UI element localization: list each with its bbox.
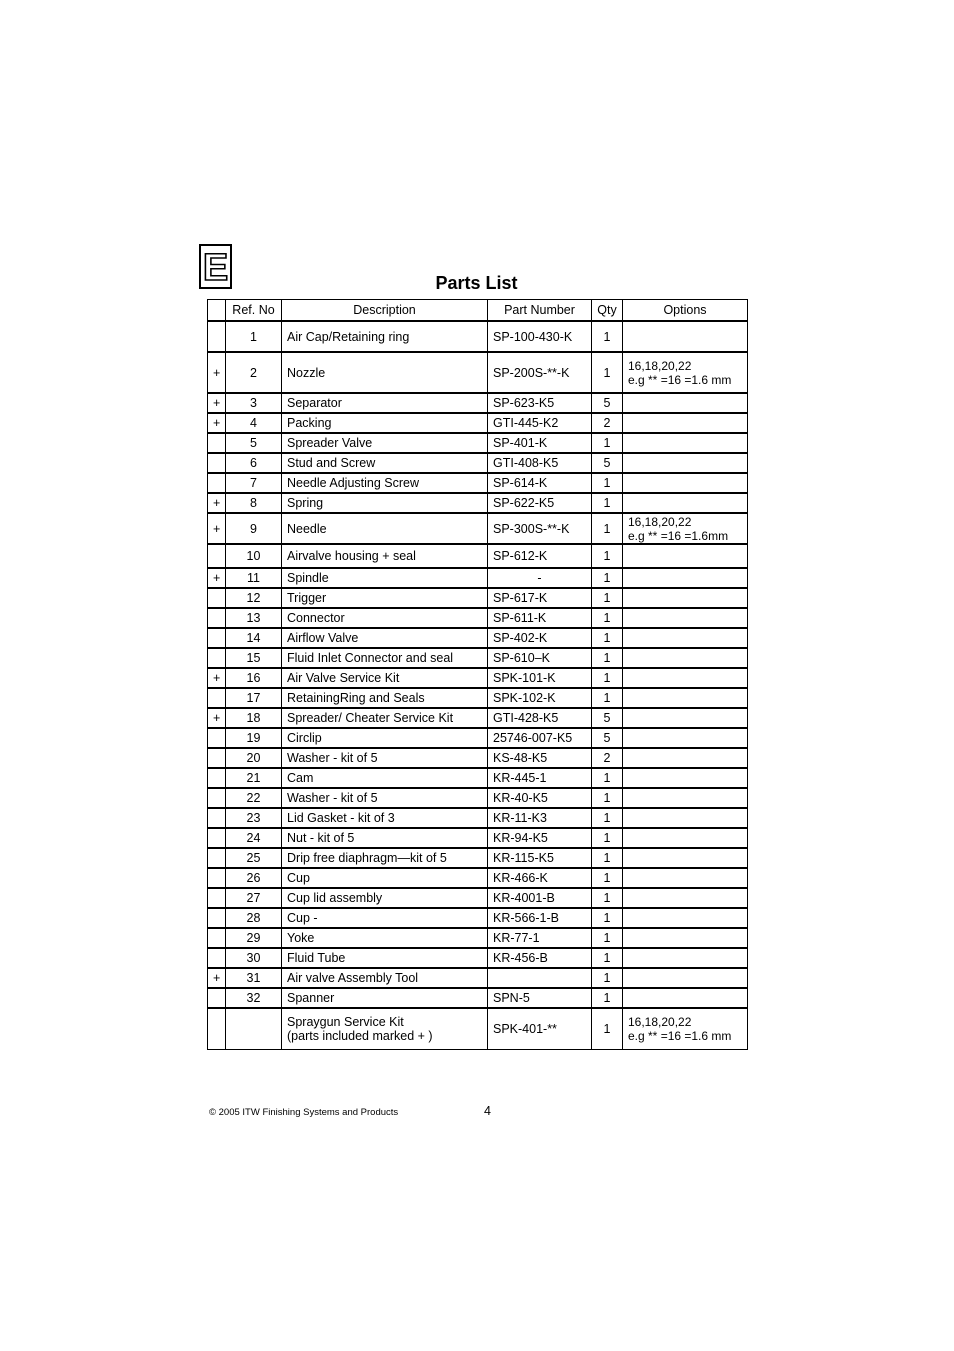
row-ref-no: 19 [226, 728, 282, 748]
row-qty: 1 [592, 568, 623, 588]
column-header-ref: Ref. No [226, 300, 282, 322]
copyright-notice: © 2005 ITW Finishing Systems and Products [209, 1107, 399, 1118]
row-mark [208, 908, 226, 928]
row-mark: + [208, 352, 226, 393]
row-options [623, 321, 748, 352]
row-ref-no: 17 [226, 688, 282, 708]
row-description: Cup lid assembly [282, 888, 488, 908]
table-row [208, 988, 748, 1008]
row-ref-no: 29 [226, 928, 282, 948]
row-ref-no: 31 [226, 968, 282, 988]
row-ref-no: 14 [226, 628, 282, 648]
row-part-number: SP-200S-**-K [488, 352, 592, 393]
row-options [623, 748, 748, 768]
table-row [208, 928, 748, 948]
row-part-number: SP-623-K5 [488, 393, 592, 413]
row-description: Spreader/ Cheater Service Kit [282, 708, 488, 728]
row-part-number: SPK-401-** [488, 1008, 592, 1049]
row-description: Fluid Tube [282, 948, 488, 968]
row-ref-no: 10 [226, 544, 282, 568]
row-ref-no: 15 [226, 648, 282, 668]
row-part-number: SP-611-K [488, 608, 592, 628]
row-qty: 1 [592, 868, 623, 888]
row-description: Yoke [282, 928, 488, 948]
row-qty: 1 [592, 908, 623, 928]
table-row [208, 848, 748, 868]
row-mark: + [208, 493, 226, 513]
row-ref-no: 22 [226, 788, 282, 808]
row-qty: 1 [592, 848, 623, 868]
row-part-number: SPK-102-K [488, 688, 592, 708]
row-description: Nozzle [282, 352, 488, 393]
row-ref-no: 8 [226, 493, 282, 513]
row-description: Air Valve Service Kit [282, 668, 488, 688]
row-qty: 5 [592, 708, 623, 728]
row-options [623, 493, 748, 513]
row-options [623, 708, 748, 728]
row-qty: 1 [592, 788, 623, 808]
row-description: Trigger [282, 588, 488, 608]
row-options [623, 568, 748, 588]
row-qty: 1 [592, 473, 623, 493]
row-description: Washer - kit of 5 [282, 748, 488, 768]
table-row [208, 728, 748, 748]
row-description: Air valve Assembly Tool [282, 968, 488, 988]
options-line: e.g ** =16 =1.6mm [628, 528, 729, 543]
table-row [208, 413, 748, 433]
row-mark: + [208, 513, 226, 544]
row-options [623, 728, 748, 748]
row-qty: 1 [592, 888, 623, 908]
table-row [208, 968, 748, 988]
table-row [208, 352, 748, 393]
row-mark: + [208, 413, 226, 433]
table-row [208, 568, 748, 588]
table-row [208, 888, 748, 908]
row-options [623, 688, 748, 708]
row-part-number: KR-115-K5 [488, 848, 592, 868]
row-mark: + [208, 708, 226, 728]
row-ref-no: 28 [226, 908, 282, 928]
row-qty: 1 [592, 808, 623, 828]
row-qty: 1 [592, 352, 623, 393]
row-qty: 1 [592, 588, 623, 608]
row-description: Spreader Valve [282, 433, 488, 453]
row-qty: 2 [592, 413, 623, 433]
row-qty: 1 [592, 608, 623, 628]
table-row [208, 668, 748, 688]
row-description: Spindle [282, 568, 488, 588]
row-mark [208, 928, 226, 948]
row-options [623, 948, 748, 968]
table-row [208, 768, 748, 788]
row-options [623, 453, 748, 473]
row-description: Airvalve housing + seal [282, 544, 488, 568]
row-ref-no: 12 [226, 588, 282, 608]
row-options [623, 513, 748, 544]
table-row [208, 948, 748, 968]
row-mark [208, 453, 226, 473]
row-part-number: KR-466-K [488, 868, 592, 888]
row-part-number: KS-48-K5 [488, 748, 592, 768]
parts-table-body [208, 321, 748, 1049]
row-qty: 1 [592, 513, 623, 544]
row-mark: + [208, 568, 226, 588]
table-row [208, 588, 748, 608]
row-mark: + [208, 668, 226, 688]
row-description: Cup - [282, 908, 488, 928]
row-mark [208, 828, 226, 848]
row-mark [208, 748, 226, 768]
row-qty: 1 [592, 493, 623, 513]
row-part-number: SP-610–K [488, 648, 592, 668]
row-part-number: SP-614-K [488, 473, 592, 493]
row-mark [208, 688, 226, 708]
row-ref-no: 9 [226, 513, 282, 544]
table-row [208, 608, 748, 628]
row-part-number: SP-622-K5 [488, 493, 592, 513]
row-qty: 1 [592, 433, 623, 453]
row-mark [208, 588, 226, 608]
row-part-number: SP-300S-**-K [488, 513, 592, 544]
row-mark [208, 988, 226, 1008]
row-ref-no: 30 [226, 948, 282, 968]
row-mark [208, 648, 226, 668]
row-description: Needle Adjusting Screw [282, 473, 488, 493]
row-part-number: GTI-445-K2 [488, 413, 592, 433]
row-ref-no: 7 [226, 473, 282, 493]
row-part-number: - [488, 568, 592, 588]
row-description: Air Cap/Retaining ring [282, 321, 488, 352]
row-qty: 2 [592, 748, 623, 768]
column-header-part-number: Part Number [488, 300, 592, 322]
row-description: Needle [282, 513, 488, 544]
row-mark [208, 728, 226, 748]
row-ref-no: 4 [226, 413, 282, 433]
row-part-number: GTI-408-K5 [488, 453, 592, 473]
row-description: Cup [282, 868, 488, 888]
row-mark [208, 808, 226, 828]
table-header-row [208, 300, 748, 322]
row-ref-no: 2 [226, 352, 282, 393]
row-qty: 5 [592, 453, 623, 473]
row-ref-no: 1 [226, 321, 282, 352]
table-row [208, 628, 748, 648]
row-qty: 1 [592, 648, 623, 668]
row-part-number: 25746-007-K5 [488, 728, 592, 748]
row-description: Cam [282, 768, 488, 788]
table-row [208, 828, 748, 848]
row-description: Stud and Screw [282, 453, 488, 473]
row-qty: 1 [592, 968, 623, 988]
row-description: Washer - kit of 5 [282, 788, 488, 808]
row-ref-no [226, 1008, 282, 1049]
row-description: Circlip [282, 728, 488, 748]
row-ref-no: 5 [226, 433, 282, 453]
row-options [623, 868, 748, 888]
row-mark [208, 321, 226, 352]
row-description: Separator [282, 393, 488, 413]
row-part-number: SP-402-K [488, 628, 592, 648]
row-options [623, 352, 748, 393]
row-options [623, 473, 748, 493]
row-description: Spring [282, 493, 488, 513]
row-mark [208, 628, 226, 648]
row-options [623, 788, 748, 808]
row-options [623, 628, 748, 648]
row-ref-no: 24 [226, 828, 282, 848]
page-number: 4 [484, 1104, 491, 1118]
table-row [208, 908, 748, 928]
row-part-number: KR-94-K5 [488, 828, 592, 848]
table-row [208, 1008, 748, 1049]
column-header-options: Options [623, 300, 748, 322]
row-options [623, 648, 748, 668]
table-row [208, 393, 748, 413]
row-options [623, 768, 748, 788]
row-part-number [488, 968, 592, 988]
table-row [208, 648, 748, 668]
row-part-number: SPN-5 [488, 988, 592, 1008]
row-qty: 1 [592, 768, 623, 788]
row-part-number: KR-11-K3 [488, 808, 592, 828]
options-line: e.g ** =16 =1.6 mm [628, 1028, 732, 1043]
row-options [623, 608, 748, 628]
row-options [623, 808, 748, 828]
row-mark [208, 1008, 226, 1049]
row-ref-no: 16 [226, 668, 282, 688]
options-line: 16,18,20,22 [628, 358, 692, 373]
row-mark [208, 544, 226, 568]
row-ref-no: 20 [226, 748, 282, 768]
row-description: Drip free diaphragm—kit of 5 [282, 848, 488, 868]
row-options [623, 1008, 748, 1049]
row-description: RetainingRing and Seals [282, 688, 488, 708]
row-qty: 1 [592, 688, 623, 708]
row-description: Spraygun Service Kit (parts included marked + ) [282, 1008, 488, 1049]
row-description: Fluid Inlet Connector and seal [282, 648, 488, 668]
row-ref-no: 18 [226, 708, 282, 728]
row-part-number: SP-612-K [488, 544, 592, 568]
row-qty: 1 [592, 948, 623, 968]
row-description: Packing [282, 413, 488, 433]
section-letter: E [202, 247, 229, 289]
row-mark [208, 608, 226, 628]
column-header-mark [208, 300, 226, 322]
column-header-qty: Qty [592, 300, 623, 322]
row-part-number: KR-77-1 [488, 928, 592, 948]
row-mark: + [208, 393, 226, 413]
row-options [623, 988, 748, 1008]
column-header-description: Description [282, 300, 488, 322]
row-description: Spanner [282, 988, 488, 1008]
row-mark [208, 433, 226, 453]
row-qty: 1 [592, 988, 623, 1008]
row-part-number: SP-100-430-K [488, 321, 592, 352]
table-row [208, 808, 748, 828]
row-part-number: KR-4001-B [488, 888, 592, 908]
row-part-number: GTI-428-K5 [488, 708, 592, 728]
row-ref-no: 3 [226, 393, 282, 413]
row-options [623, 888, 748, 908]
row-qty: 1 [592, 544, 623, 568]
row-qty: 1 [592, 828, 623, 848]
row-qty: 1 [592, 668, 623, 688]
row-mark [208, 948, 226, 968]
row-description: Connector [282, 608, 488, 628]
table-row [208, 321, 748, 352]
table-row [208, 708, 748, 728]
row-options [623, 828, 748, 848]
row-mark [208, 788, 226, 808]
table-row [208, 788, 748, 808]
row-part-number: SP-401-K [488, 433, 592, 453]
row-mark [208, 768, 226, 788]
row-options [623, 413, 748, 433]
row-qty: 1 [592, 928, 623, 948]
options-line: 16,18,20,22 [628, 1014, 692, 1029]
row-qty: 1 [592, 321, 623, 352]
row-mark [208, 868, 226, 888]
row-mark: + [208, 968, 226, 988]
table-row [208, 433, 748, 453]
row-options [623, 928, 748, 948]
row-qty: 1 [592, 628, 623, 648]
row-ref-no: 6 [226, 453, 282, 473]
row-description: Lid Gasket - kit of 3 [282, 808, 488, 828]
row-options [623, 968, 748, 988]
table-row [208, 493, 748, 513]
row-part-number: KR-40-K5 [488, 788, 592, 808]
row-ref-no: 11 [226, 568, 282, 588]
table-row [208, 453, 748, 473]
row-ref-no: 23 [226, 808, 282, 828]
table-row [208, 868, 748, 888]
row-part-number: KR-445-1 [488, 768, 592, 788]
row-options [623, 588, 748, 608]
row-options [623, 544, 748, 568]
options-line: 16,18,20,22 [628, 514, 692, 529]
row-options [623, 393, 748, 413]
row-ref-no: 26 [226, 868, 282, 888]
row-part-number: SPK-101-K [488, 668, 592, 688]
row-ref-no: 27 [226, 888, 282, 908]
table-row [208, 473, 748, 493]
row-ref-no: 25 [226, 848, 282, 868]
row-options [623, 433, 748, 453]
row-description: Nut - kit of 5 [282, 828, 488, 848]
row-options [623, 908, 748, 928]
row-part-number: KR-566-1-B [488, 908, 592, 928]
row-ref-no: 21 [226, 768, 282, 788]
row-qty: 1 [592, 1008, 623, 1049]
table-row [208, 748, 748, 768]
row-options [623, 668, 748, 688]
row-ref-no: 13 [226, 608, 282, 628]
row-ref-no: 32 [226, 988, 282, 1008]
row-mark [208, 888, 226, 908]
row-qty: 5 [592, 393, 623, 413]
row-part-number: SP-617-K [488, 588, 592, 608]
table-row [208, 688, 748, 708]
options-line: e.g ** =16 =1.6 mm [628, 372, 732, 387]
row-part-number: KR-456-B [488, 948, 592, 968]
row-qty: 5 [592, 728, 623, 748]
row-options [623, 848, 748, 868]
page-title: Parts List [435, 273, 518, 293]
row-description: Airflow Valve [282, 628, 488, 648]
table-row [208, 544, 748, 568]
row-mark [208, 473, 226, 493]
parts-table [207, 299, 748, 1050]
table-row [208, 513, 748, 544]
row-mark [208, 848, 226, 868]
